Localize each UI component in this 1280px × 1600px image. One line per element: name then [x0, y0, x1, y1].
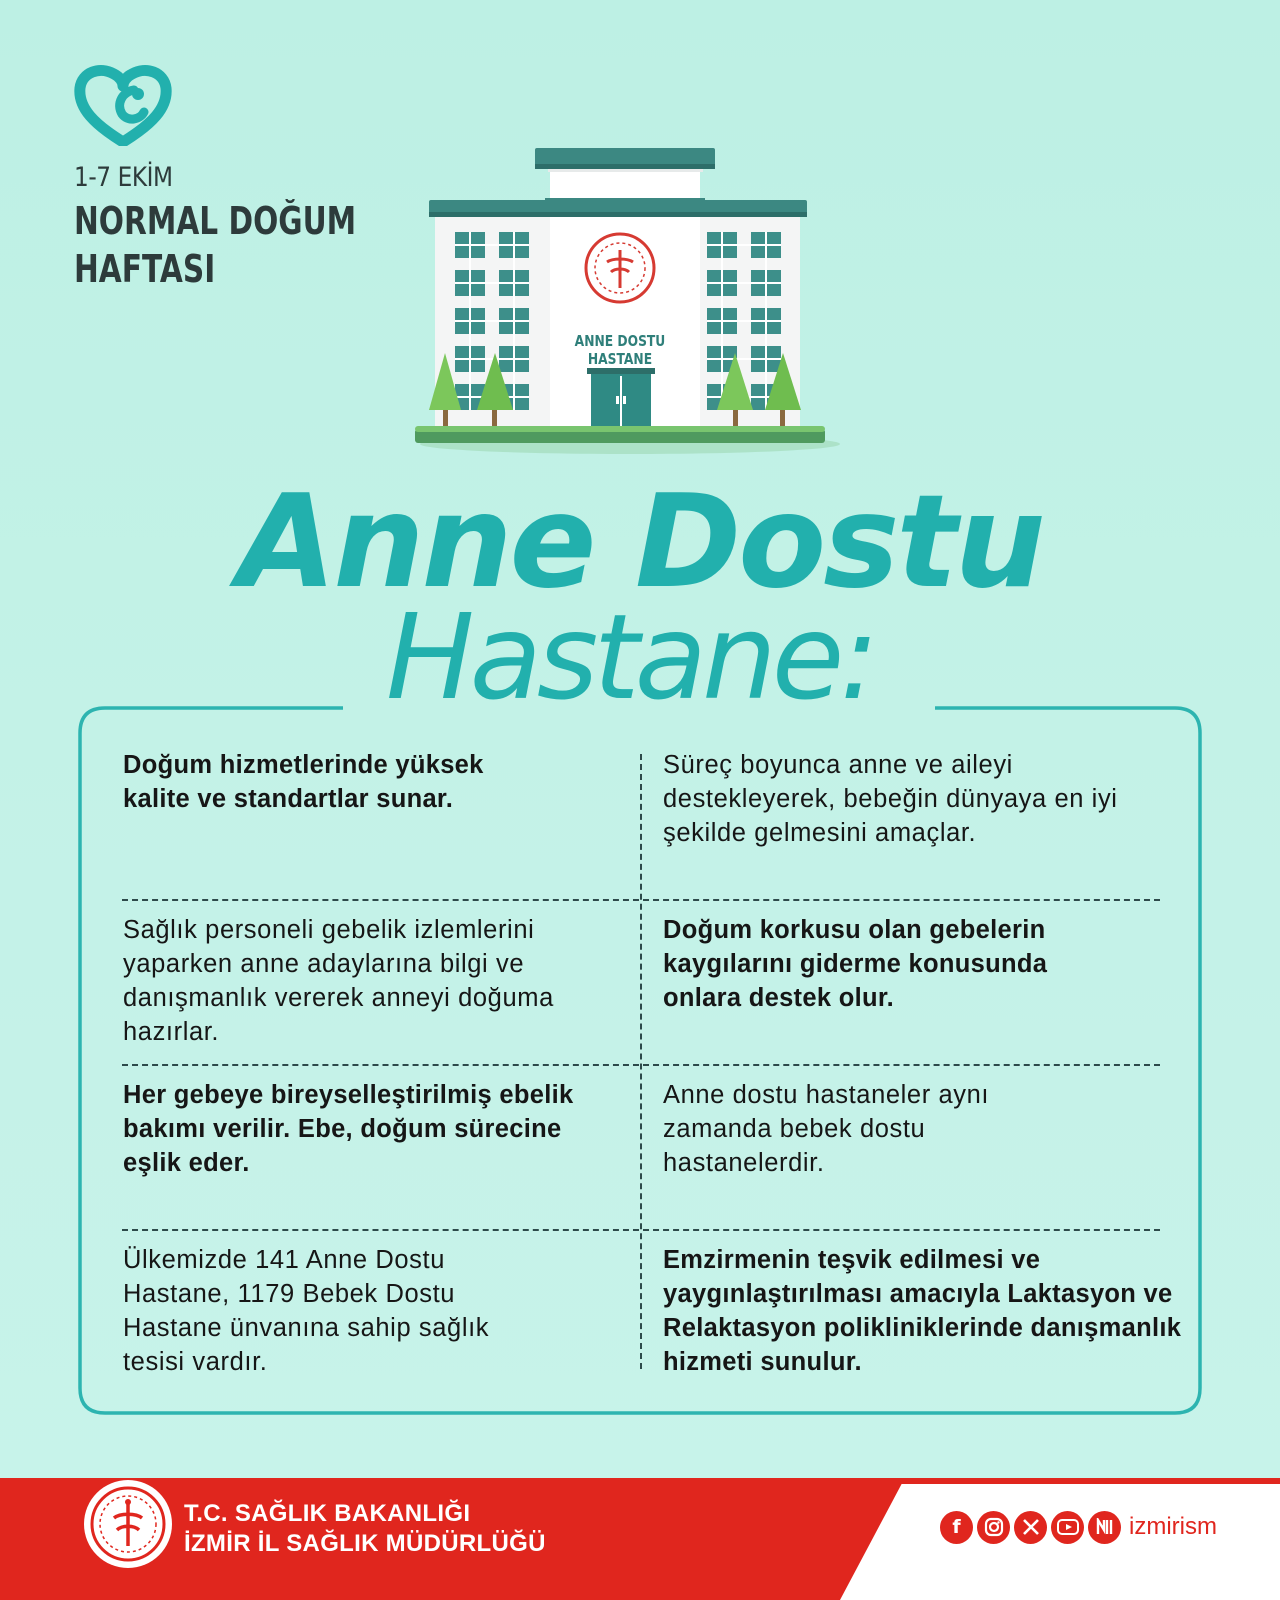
week-title-line2: HAFTASI [74, 247, 216, 291]
info-item: Sağlık personeli gebelik izlemlerini yaparken anne adaylarına bilgi ve danışmanlık vererek anneyi doğuma hazırlar. [123, 916, 554, 1046]
hospital-sign-line1: ANNE DOSTU [574, 332, 666, 351]
info-item: Ülkemizde 141 Anne Dostu Hastane, 1179 Bebek Dostu Hastane ünvanına sahip sağlık tesisi vardır. [123, 1246, 490, 1376]
headline-line2: Hastane: [385, 588, 875, 726]
instagram-icon[interactable] [977, 1511, 1010, 1544]
info-item: Süreç boyunca anne ve aileyi destekleyerek, bebeğin dünyaya en iyi şekilde gelmesini amaçlar. [663, 751, 1118, 847]
facebook-icon[interactable]: f [940, 1511, 973, 1544]
ministry-line2: İZMİR İL SAĞLIK MÜDÜRLÜĞÜ [184, 1530, 546, 1557]
ministry-name [184, 1499, 546, 1559]
week-dates: 1-7 EKİM [74, 162, 173, 193]
week-title [74, 197, 357, 293]
column-divider [640, 754, 642, 1369]
row-divider [122, 1229, 1160, 1231]
social-handle[interactable]: izmirism [1129, 1513, 1217, 1540]
info-item: Doğum hizmetlerinde yüksek kalite ve standartlar sunar. [123, 751, 484, 813]
row-divider [122, 1064, 1160, 1066]
social-links [940, 1509, 1217, 1545]
info-item: Her gebeye bireyselleştirilmiş ebelik bakımı verilir. Ebe, doğum sürecine eşlik eder. [123, 1081, 574, 1177]
info-panel [80, 708, 1200, 1413]
headline-line1: Anne Dostu [237, 468, 1043, 617]
info-item: Emzirmenin teşvik edilmesi ve yaygınlaştırılması amacıyla Laktasyon ve Relaktasyon polikliniklerinde danışmanlık hizmeti sunulur. [663, 1246, 1182, 1376]
nsosyal-icon[interactable] [1088, 1511, 1121, 1544]
hospital-illustration [415, 148, 845, 463]
hospital-sign-line2: HASTANE [587, 350, 653, 369]
week-badge [74, 64, 357, 293]
info-item: Doğum korkusu olan gebelerin kaygılarını giderme konusunda onlara destek olur. [663, 916, 1048, 1012]
x-icon[interactable] [1014, 1511, 1047, 1544]
ministry-line1: T.C. SAĞLIK BAKANLIĞI [184, 1500, 471, 1527]
ministry-seal-icon [82, 1478, 174, 1570]
info-item: Anne dostu hastaneler aynı zamanda bebek dostu hastanelerdir. [663, 1081, 990, 1177]
row-divider [122, 899, 1160, 901]
week-title-line1: NORMAL DOĞUM [74, 199, 357, 243]
youtube-icon[interactable] [1051, 1511, 1084, 1544]
heart-icon [74, 64, 172, 146]
